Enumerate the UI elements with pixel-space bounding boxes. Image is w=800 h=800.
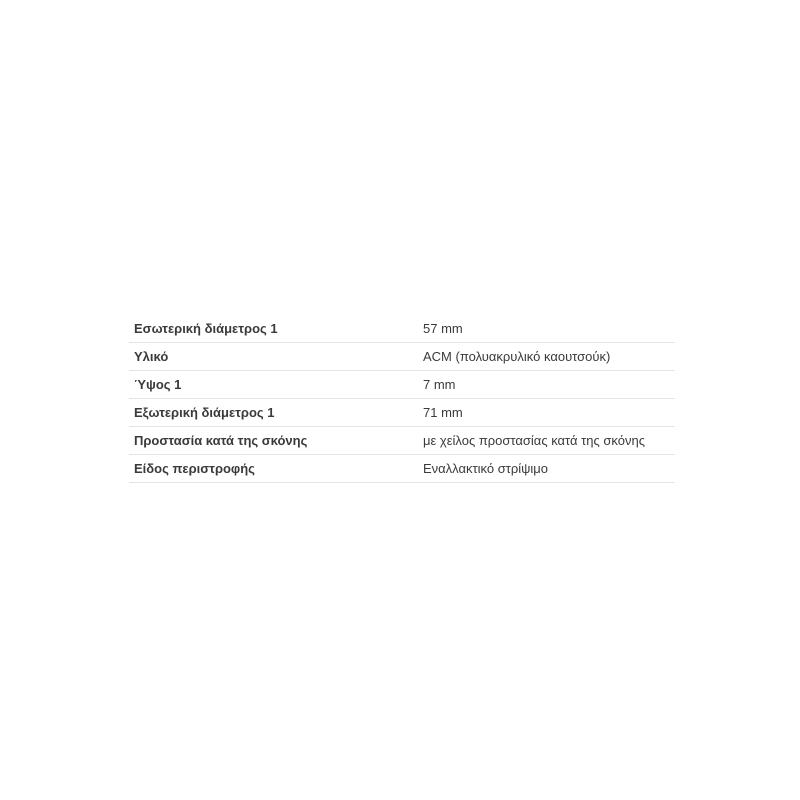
spec-label: Υλικό [134, 349, 169, 364]
spec-row-material [129, 343, 675, 371]
spec-row-inner-diameter [129, 315, 675, 343]
spec-value: ACM (πολυακρυλικό καουτσούκ) [423, 349, 611, 364]
spec-value: 71 mm [423, 405, 463, 420]
spec-table [129, 315, 675, 483]
spec-row-rotation-type [129, 455, 675, 483]
spec-label: Είδος περιστροφής [134, 461, 255, 476]
spec-label: Προστασία κατά της σκόνης [134, 433, 308, 448]
spec-value: 57 mm [423, 321, 463, 336]
spec-label: Ύψος 1 [134, 377, 182, 392]
spec-label: Εξωτερική διάμετρος 1 [134, 405, 275, 420]
spec-row-outer-diameter [129, 399, 675, 427]
spec-value: Εναλλακτικό στρίψιμο [423, 461, 549, 476]
spec-row-height [129, 371, 675, 399]
spec-value: 7 mm [423, 377, 456, 392]
spec-row-dust-protection [129, 427, 675, 455]
spec-label: Εσωτερική διάμετρος 1 [134, 321, 278, 336]
spec-value: με χείλος προστασίας κατά της σκόνης [423, 433, 645, 448]
